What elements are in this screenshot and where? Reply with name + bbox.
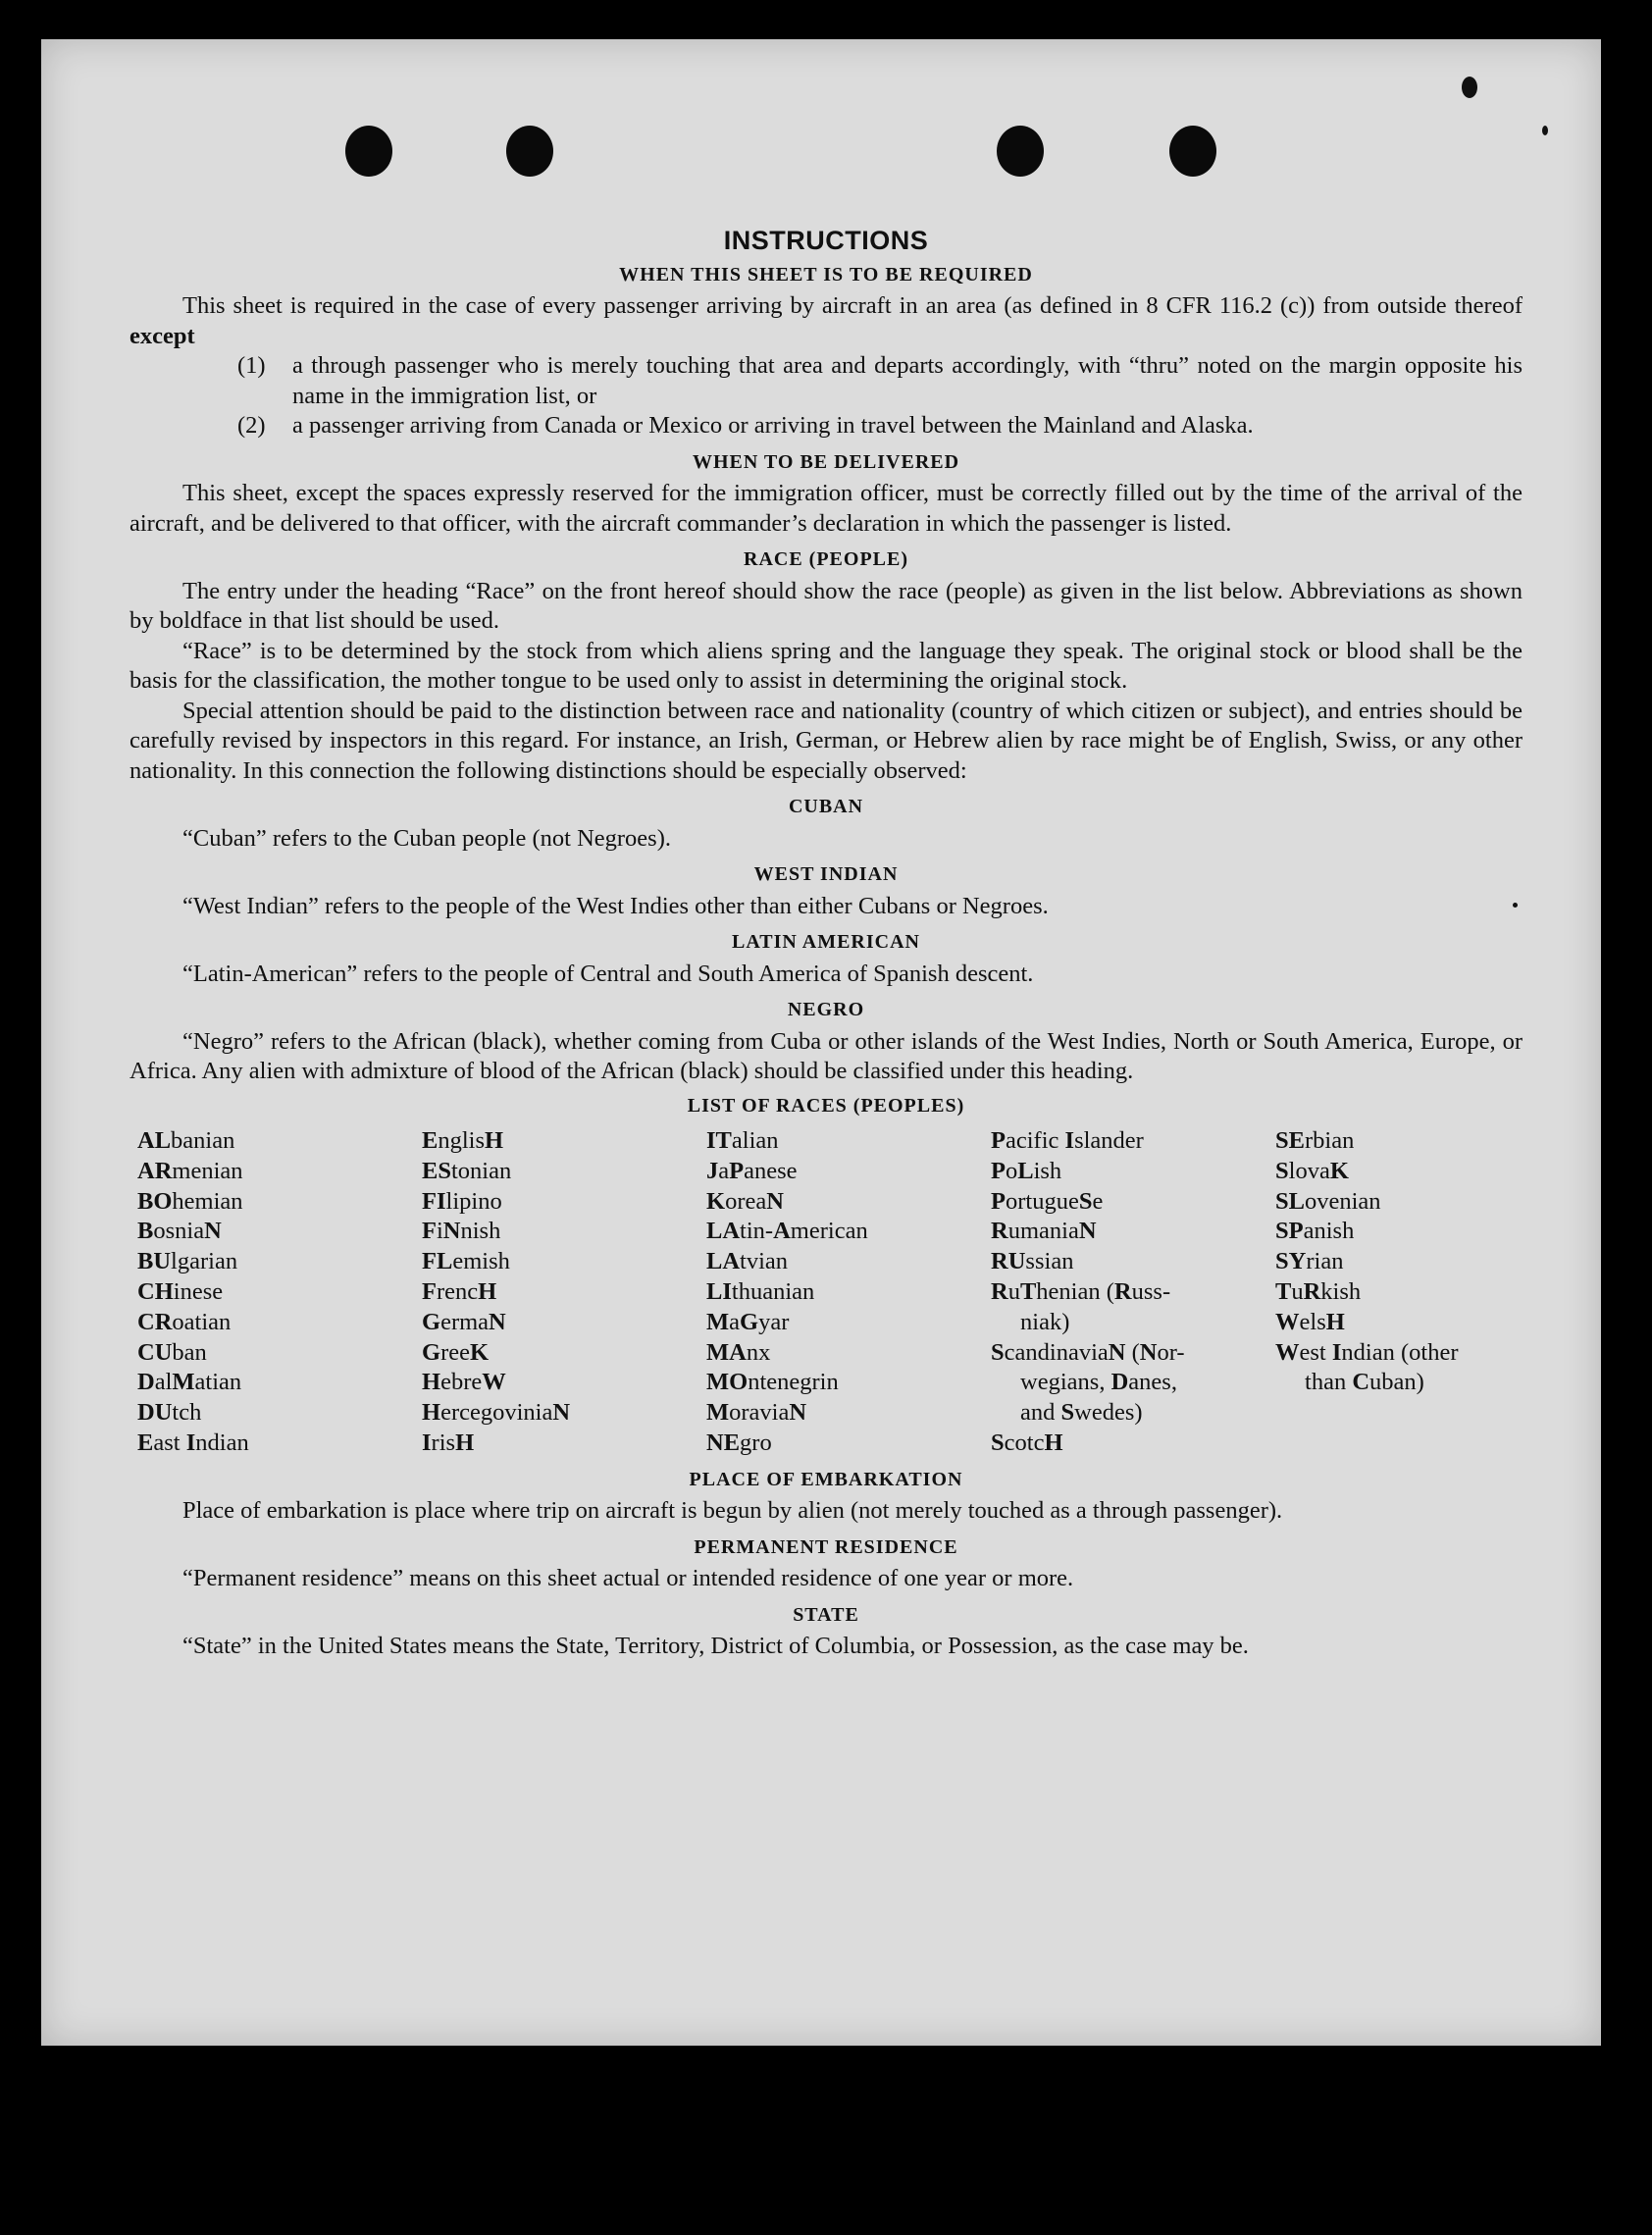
race-entry: WelsH: [1275, 1308, 1345, 1335]
heading-residence: PERMANENT RESIDENCE: [694, 1535, 958, 1558]
heading-negro: NEGRO: [787, 999, 865, 1020]
page-title: INSTRUCTIONS: [723, 226, 929, 255]
race-entry: NEgro: [706, 1429, 772, 1456]
delivered-text: This sheet, except the spaces expressly reserved for the immigration officer, must be correctly filled out by the time of the arrival of the aircraft, and be delivered to that officer, with the aircraft commander’s declaration in which the passenger is listed.: [129, 480, 1523, 537]
race-entry: SYrian: [1275, 1248, 1344, 1275]
race-entry: RumaniaN: [991, 1218, 1097, 1245]
race-entry: HebreW: [422, 1369, 506, 1396]
race-entry: ARmenian: [137, 1157, 243, 1184]
heading-embarkation: PLACE OF EMBARKATION: [689, 1468, 963, 1490]
race-entry: CUban: [137, 1338, 207, 1366]
state-text: “State” in the United States means the State, Territory, District of Columbia, or Possession, as the case may be.: [182, 1633, 1249, 1660]
race-entry: RuThenian (Russ-: [991, 1277, 1171, 1305]
race-entry: PortugueSe: [991, 1187, 1104, 1215]
race-entry: East Indian: [137, 1429, 249, 1456]
embarkation-text: Place of embarkation is place where trip on aircraft is begun by alien (not merely touched as a through passenger).: [182, 1497, 1283, 1525]
race-entry: SPanish: [1275, 1218, 1355, 1245]
race-entry: IrisH: [422, 1429, 475, 1456]
race-entry: BosniaN: [137, 1218, 222, 1245]
race-entry: ITalian: [706, 1127, 779, 1154]
negro-text: “Negro” refers to the African (black), whether coming from Cuba or other islands of the West Indies, North or South America, Europe, or Africa. Any alien with admixture of blood of the African (black) should be classified under this heading.: [129, 1027, 1523, 1084]
race-entry: SLovenian: [1275, 1187, 1381, 1215]
instructions-content: [129, 216, 1523, 1662]
race-entry: FLemish: [422, 1248, 510, 1275]
race-entry: CHinese: [137, 1277, 224, 1305]
race-entry: LAtvian: [706, 1248, 789, 1275]
race-entry: KoreaN: [706, 1187, 784, 1215]
race-entry: MoraviaN: [706, 1399, 807, 1427]
heading-required: WHEN THIS SHEET IS TO BE REQUIRED: [619, 263, 1033, 286]
race-entry: ALbanian: [137, 1127, 235, 1154]
race-entry: DalMatian: [137, 1369, 242, 1396]
race-entry-continued: than Cuban): [1305, 1369, 1424, 1396]
ink-speck: [1542, 126, 1548, 135]
heading-list-of-races: LIST OF RACES (PEOPLES): [687, 1094, 965, 1117]
ink-speck: [1462, 77, 1477, 98]
races-column-3: [706, 1126, 991, 1459]
race-entry: PoLish: [991, 1157, 1062, 1184]
punch-hole: [345, 126, 392, 177]
race-entry: RUssian: [991, 1248, 1074, 1275]
race-entry-continued: and Swedes): [1020, 1399, 1143, 1427]
west-indian-text: “West Indian” refers to the people of the West Indies other than either Cubans or Negroes.: [182, 892, 1049, 919]
required-item-1: (1) a through passenger who is merely touching that area and departs accordingly, with “thru” noted on the margin opposite his name in the immigration list, or: [237, 352, 1523, 409]
race-entry: MOntenegrin: [706, 1369, 839, 1396]
race-entry: Pacific Islander: [991, 1127, 1144, 1154]
race-entry: ScandinaviaN (Nor-: [991, 1338, 1185, 1366]
heading-west-indian: WEST INDIAN: [753, 863, 899, 885]
race-entry: FIlipino: [422, 1187, 502, 1215]
race-entry: EnglisH: [422, 1127, 504, 1154]
race-entry-continued: niak): [1020, 1308, 1070, 1335]
race-entry: SlovaK: [1275, 1157, 1349, 1184]
races-column-2: [422, 1126, 706, 1459]
race-entry: DUtch: [137, 1399, 202, 1427]
race-entry: MAnx: [706, 1338, 771, 1366]
race-entry: EStonian: [422, 1157, 512, 1184]
race-entry: LIthuanian: [706, 1277, 815, 1305]
heading-latin-american: LATIN AMERICAN: [732, 931, 920, 953]
punch-hole: [1169, 126, 1216, 177]
races-list: [129, 1126, 1523, 1459]
races-column-1: [137, 1126, 422, 1459]
race-entry: JaPanese: [706, 1157, 798, 1184]
race-entry: ScotcH: [991, 1429, 1063, 1456]
race-entry: West Indian (other: [1275, 1338, 1459, 1366]
heading-cuban: CUBAN: [788, 796, 864, 817]
race-entry: GermaN: [422, 1308, 506, 1335]
race-entry: SErbian: [1275, 1127, 1355, 1154]
race-entry: MaGyar: [706, 1308, 790, 1335]
race-paragraph-3: Special attention should be paid to the distinction between race and nationality (country of which citizen or subject), and entries should be carefully revised by inspectors in this regard. For instance, an Irish, German, or Hebrew alien by race might be of English, Swiss, or any other nationality. In this connection the following distinctions should be especially observed:: [129, 697, 1523, 784]
punch-hole: [997, 126, 1044, 177]
race-entry: LAtin-American: [706, 1218, 868, 1245]
cuban-text: “Cuban” refers to the Cuban people (not Negroes).: [182, 824, 671, 852]
residence-text: “Permanent residence” means on this sheet actual or intended residence of one year or more.: [182, 1565, 1074, 1592]
race-entry: BOhemian: [137, 1187, 243, 1215]
race-entry: FrencH: [422, 1277, 497, 1305]
heading-race: RACE (PEOPLE): [744, 548, 908, 570]
race-entry: HercegovinіaN: [422, 1399, 571, 1427]
required-intro: This sheet is required in the case of every passenger arriving by aircraft in an area (as defined in 8 CFR 116.2 (c)) from outside thereof except: [129, 292, 1523, 349]
races-column-5: [1275, 1126, 1530, 1459]
race-entry: FiNnish: [422, 1218, 501, 1245]
race-paragraph-1: The entry under the heading “Race” on the front hereof should show the race (people) as given in the list below. Abbreviations as shown by boldface in that list should be used.: [129, 577, 1523, 634]
race-paragraph-2: “Race” is to be determined by the stock from which aliens spring and the language they speak. The original stock or blood shall be the basis for the classification, the mother tongue to be used only to assist in determining the original stock.: [129, 637, 1523, 694]
race-entry: GreeK: [422, 1338, 490, 1366]
race-entry: TuRkish: [1275, 1277, 1362, 1305]
race-entry-continued: wegians, Danes,: [1020, 1369, 1177, 1396]
required-item-2: (2) a passenger arriving from Canada or Mexico or arriving in travel between the Mainland and Alaska.: [237, 412, 1254, 439]
document-page: [41, 39, 1601, 2046]
races-column-4: [991, 1126, 1275, 1459]
heading-state: STATE: [793, 1603, 859, 1626]
race-entry: BUlgarian: [137, 1248, 238, 1275]
punch-hole: [506, 126, 553, 177]
heading-delivered: WHEN TO BE DELIVERED: [692, 450, 960, 473]
latin-american-text: “Latin-American” refers to the people of Central and South America of Spanish descent.: [182, 960, 1034, 987]
race-entry: CRoatian: [137, 1308, 232, 1335]
